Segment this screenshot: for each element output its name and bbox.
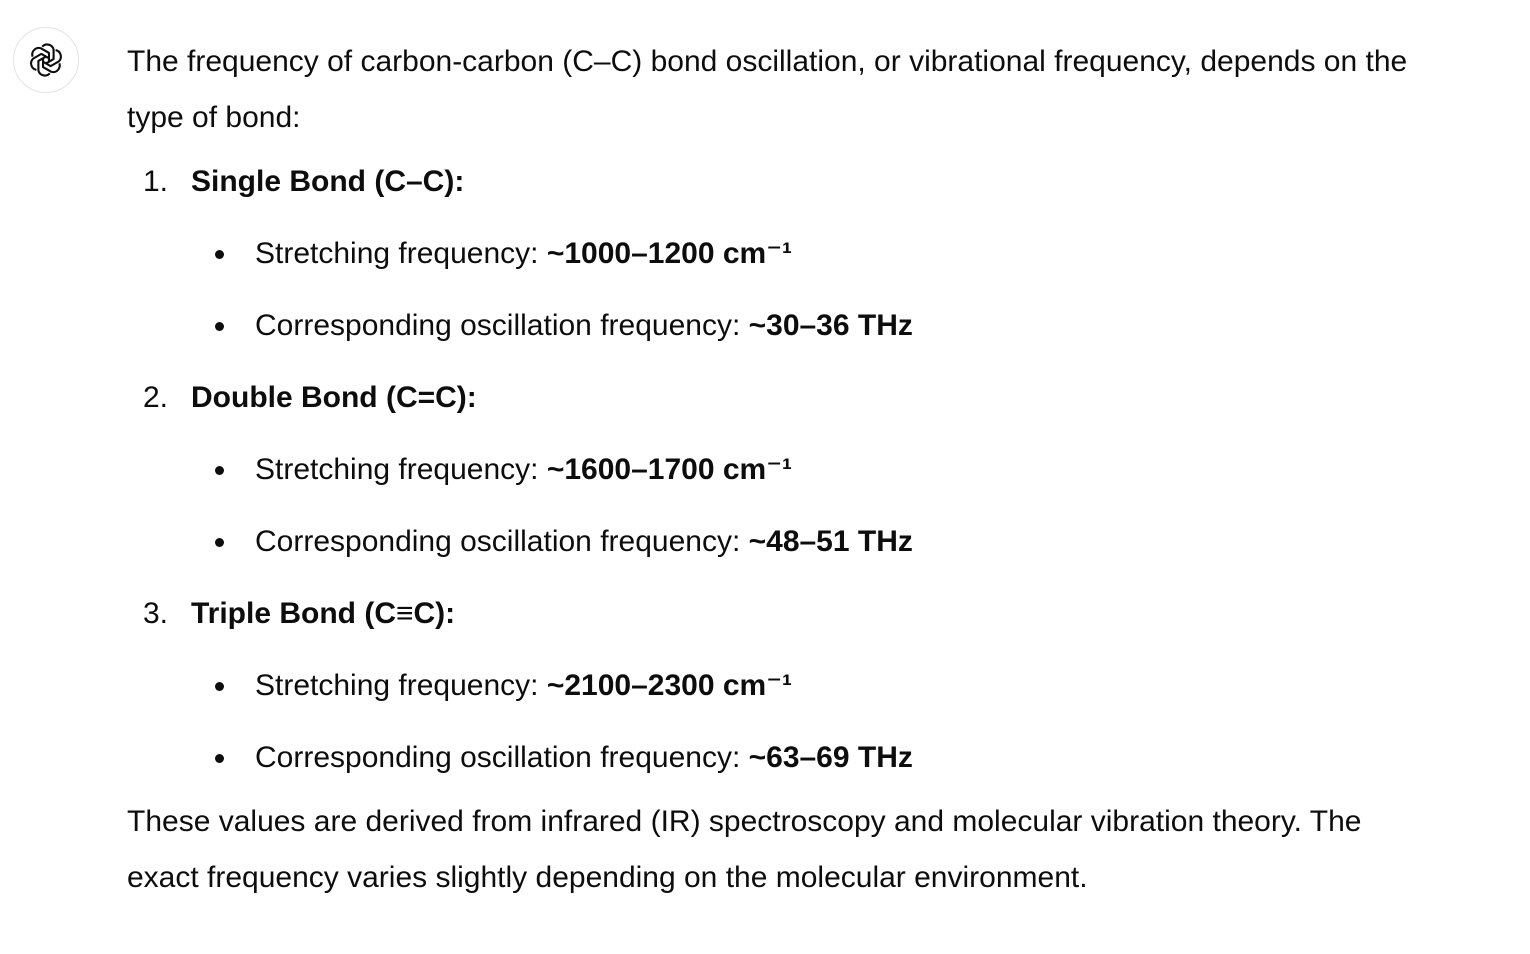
detail-item xyxy=(127,290,1530,362)
bullet-icon xyxy=(215,538,224,547)
bullet-icon xyxy=(215,682,224,691)
bond-header xyxy=(127,578,1530,650)
detail-item xyxy=(127,506,1530,578)
detail-value: ~63–69 THz xyxy=(748,741,913,774)
bond-details xyxy=(127,650,1530,794)
bond-header xyxy=(127,146,1530,218)
bond-item-single xyxy=(127,146,1530,362)
detail-item xyxy=(127,722,1530,794)
detail-label: Corresponding oscillation frequency: xyxy=(255,525,749,558)
bond-item-triple xyxy=(127,578,1530,794)
detail-item xyxy=(127,434,1530,506)
openai-logo-icon xyxy=(27,41,65,79)
detail-label: Corresponding oscillation frequency: xyxy=(255,741,749,774)
detail-item xyxy=(127,650,1530,722)
intro-line-2: type of bond: xyxy=(127,101,301,134)
detail-label: Stretching frequency: xyxy=(255,453,547,486)
detail-label: Stretching frequency: xyxy=(255,669,547,702)
bullet-icon xyxy=(215,322,224,331)
bond-number: 2. xyxy=(143,381,169,414)
bullet-icon xyxy=(215,466,224,475)
intro-line-1: The frequency of carbon-carbon (C–C) bond oscillation, or vibrational frequency, depends on the xyxy=(127,45,1408,78)
closing-line-1: These values are derived from infrared (IR) spectroscopy and molecular vibration theory. The xyxy=(127,805,1362,838)
bullet-icon xyxy=(215,754,224,763)
detail-label: Stretching frequency: xyxy=(255,237,547,270)
detail-label: Corresponding oscillation frequency: xyxy=(255,309,749,342)
detail-value: ~2100–2300 cm⁻¹ xyxy=(546,669,793,702)
bond-number: 3. xyxy=(143,597,169,630)
closing-paragraph xyxy=(127,794,1530,906)
bond-item-double xyxy=(127,362,1530,578)
assistant-message xyxy=(127,34,1530,906)
bond-number: 1. xyxy=(143,165,169,198)
bond-list xyxy=(127,146,1530,794)
bond-details xyxy=(127,434,1530,578)
bond-title: Single Bond (C–C): xyxy=(191,165,465,198)
bond-title: Double Bond (C=C): xyxy=(191,381,477,414)
detail-value: ~1000–1200 cm⁻¹ xyxy=(546,237,793,270)
assistant-avatar xyxy=(13,27,79,93)
bond-details xyxy=(127,218,1530,362)
bullet-icon xyxy=(215,250,224,259)
detail-item xyxy=(127,218,1530,290)
closing-line-2: exact frequency varies slightly depending on the molecular environment. xyxy=(127,861,1088,894)
detail-value: ~48–51 THz xyxy=(748,525,913,558)
bond-title: Triple Bond (C≡C): xyxy=(191,597,456,630)
detail-value: ~30–36 THz xyxy=(748,309,913,342)
intro-paragraph xyxy=(127,34,1530,146)
bond-header xyxy=(127,362,1530,434)
detail-value: ~1600–1700 cm⁻¹ xyxy=(546,453,793,486)
